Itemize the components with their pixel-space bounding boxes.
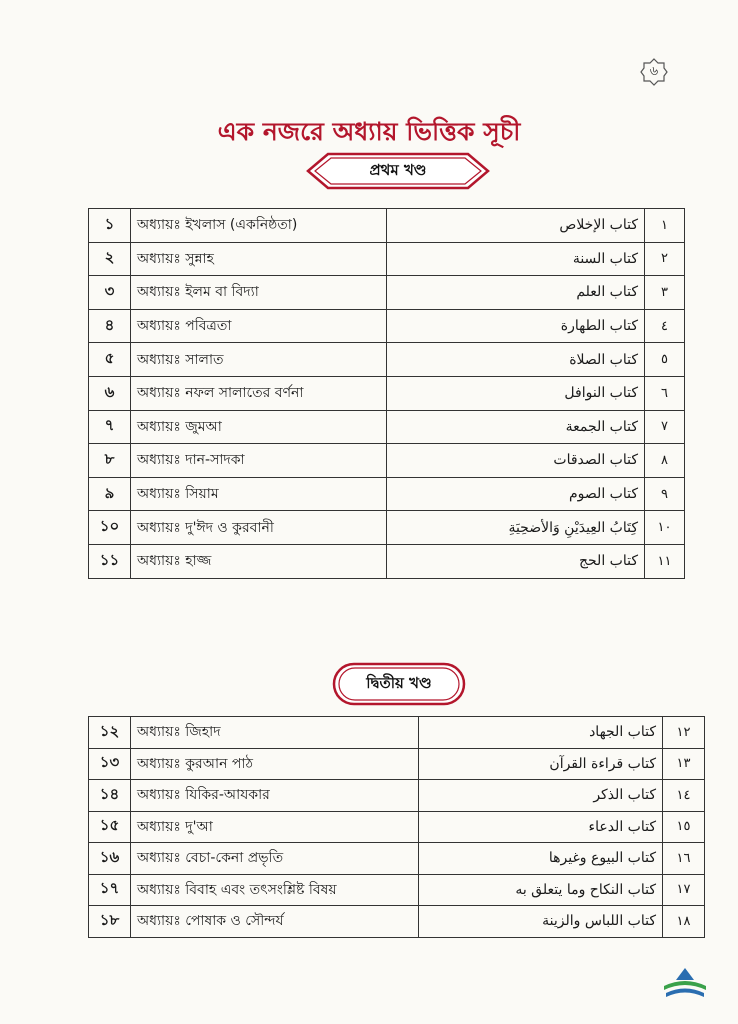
chapter-number-bn: ১৮ — [89, 906, 131, 938]
publisher-logo — [660, 966, 710, 1002]
chapter-title-ar: كتاب النكاح وما يتعلق به — [419, 874, 663, 906]
page-number-badge — [640, 58, 668, 86]
chapter-number-bn: ৮ — [89, 444, 131, 478]
chapter-title-ar: كتاب البيوع وغيرها — [419, 843, 663, 875]
chapter-number-bn: ১২ — [89, 717, 131, 749]
chapter-title-bn: অধ্যায়ঃ কুরআন পাঠ — [131, 748, 419, 780]
table-row — [89, 410, 685, 444]
chapter-title-ar: كتاب الذكر — [419, 780, 663, 812]
chapter-title-bn: অধ্যায়ঃ হাজ্জ — [131, 544, 387, 578]
chapter-title-ar: كتاب الصوم — [387, 477, 645, 511]
table-row — [89, 343, 685, 377]
table-row — [89, 209, 685, 243]
chapter-number-ar: ١٤ — [663, 780, 705, 812]
chapter-title-bn: অধ্যায়ঃ জুমআ — [131, 410, 387, 444]
chapter-title-ar: كتاب قراءة القرآن — [419, 748, 663, 780]
chapter-number-ar: ٩ — [645, 477, 685, 511]
chapter-number-bn: ৬ — [89, 376, 131, 410]
chapter-number-ar: ١١ — [645, 544, 685, 578]
chapter-number-bn: ৭ — [89, 410, 131, 444]
table-row — [89, 511, 685, 545]
chapter-number-ar: ٢ — [645, 242, 685, 276]
chapter-title-bn: অধ্যায়ঃ বেচা-কেনা প্রভৃতি — [131, 843, 419, 875]
chapter-number-ar: ٥ — [645, 343, 685, 377]
chapter-title-bn: অধ্যায়ঃ পবিত্রতা — [131, 309, 387, 343]
chapter-title-bn: অধ্যায়ঃ সিয়াম — [131, 477, 387, 511]
chapter-title-bn: অধ্যায়ঃ নফল সালাতের বর্ণনা — [131, 376, 387, 410]
table-row — [89, 276, 685, 310]
table-row — [89, 376, 685, 410]
chapter-title-ar: كتاب السنة — [387, 242, 645, 276]
chapter-title-bn: অধ্যায়ঃ যিকির-আযকার — [131, 780, 419, 812]
toc-table-second — [88, 716, 705, 938]
table-row — [89, 811, 705, 843]
chapter-title-ar: كتاب العلم — [387, 276, 645, 310]
chapter-title-bn: অধ্যায়ঃ ইলম বা বিদ্যা — [131, 276, 387, 310]
chapter-title-ar: كتاب النوافل — [387, 376, 645, 410]
chapter-number-ar: ١٦ — [663, 843, 705, 875]
table-row — [89, 906, 705, 938]
chapter-number-ar: ١٨ — [663, 906, 705, 938]
chapter-number-bn: ১৬ — [89, 843, 131, 875]
page-number: ৬ — [649, 64, 659, 79]
toc-table-first — [88, 208, 685, 579]
chapter-number-bn: ৪ — [89, 309, 131, 343]
chapter-title-ar: كتاب الصدقات — [387, 444, 645, 478]
chapter-number-ar: ٦ — [645, 376, 685, 410]
chapter-number-bn: ৫ — [89, 343, 131, 377]
chapter-title-bn: অধ্যায়ঃ দু'ঈদ ও কুরবানী — [131, 511, 387, 545]
chapter-title-bn: অধ্যায়ঃ দু'আ — [131, 811, 419, 843]
chapter-number-ar: ١٢ — [663, 717, 705, 749]
chapter-number-bn: ৯ — [89, 477, 131, 511]
chapter-number-bn: ২ — [89, 242, 131, 276]
table-row — [89, 717, 705, 749]
table-row — [89, 748, 705, 780]
chapter-title-bn: অধ্যায়ঃ সুন্নাহ — [131, 242, 387, 276]
section-banner-second — [332, 662, 466, 706]
chapter-number-ar: ٧ — [645, 410, 685, 444]
chapter-number-bn: ১০ — [89, 511, 131, 545]
chapter-title-bn: অধ্যায়ঃ ইখলাস (একনিষ্ঠতা) — [131, 209, 387, 243]
chapter-number-ar: ٨ — [645, 444, 685, 478]
chapter-number-bn: ৩ — [89, 276, 131, 310]
chapter-number-ar: ٣ — [645, 276, 685, 310]
chapter-title-ar: كتاب الطهارة — [387, 309, 645, 343]
chapter-title-ar: كتاب اللباس والزينة — [419, 906, 663, 938]
chapter-title-ar: كتاب الإخلاص — [387, 209, 645, 243]
chapter-number-ar: ١٠ — [645, 511, 685, 545]
chapter-number-ar: ١٥ — [663, 811, 705, 843]
chapter-number-ar: ١٣ — [663, 748, 705, 780]
chapter-number-ar: ١٧ — [663, 874, 705, 906]
chapter-title-ar: كتاب الجهاد — [419, 717, 663, 749]
table-row — [89, 309, 685, 343]
book-logo-icon — [660, 966, 710, 1002]
table-row — [89, 874, 705, 906]
table-row — [89, 444, 685, 478]
table-row — [89, 843, 705, 875]
table-row — [89, 242, 685, 276]
chapter-title-ar: كِتَابُ العِيدَيْنِ وَالأضحِيَةِ — [387, 511, 645, 545]
chapter-number-ar: ١ — [645, 209, 685, 243]
chapter-number-bn: ১১ — [89, 544, 131, 578]
chapter-number-bn: ১৩ — [89, 748, 131, 780]
chapter-number-bn: ১৪ — [89, 780, 131, 812]
chapter-title-bn: অধ্যায়ঃ দান-সাদকা — [131, 444, 387, 478]
table-row — [89, 780, 705, 812]
chapter-number-ar: ٤ — [645, 309, 685, 343]
chapter-title-ar: كتاب الصلاة — [387, 343, 645, 377]
chapter-title-bn: অধ্যায়ঃ পোষাক ও সৌন্দর্য — [131, 906, 419, 938]
chapter-title-bn: অধ্যায়ঃ জিহাদ — [131, 717, 419, 749]
section-label: দ্বিতীয় খণ্ড — [366, 673, 432, 692]
table-row — [89, 477, 685, 511]
page-title: এক নজরে অধ্যায় ভিত্তিক সূচী — [217, 117, 521, 146]
section-label: প্রথম খণ্ড — [369, 160, 427, 179]
chapter-number-bn: ১৭ — [89, 874, 131, 906]
chapter-title-bn: অধ্যায়ঃ বিবাহ এবং তৎসংশ্লিষ্ট বিষয় — [131, 874, 419, 906]
chapter-title-ar: كتاب الجمعة — [387, 410, 645, 444]
table-row — [89, 544, 685, 578]
chapter-title-ar: كتاب الحج — [387, 544, 645, 578]
chapter-title-bn: অধ্যায়ঃ সালাত — [131, 343, 387, 377]
chapter-number-bn: ১৫ — [89, 811, 131, 843]
section-banner-first — [306, 152, 490, 190]
chapter-title-ar: كتاب الدعاء — [419, 811, 663, 843]
chapter-number-bn: ১ — [89, 209, 131, 243]
